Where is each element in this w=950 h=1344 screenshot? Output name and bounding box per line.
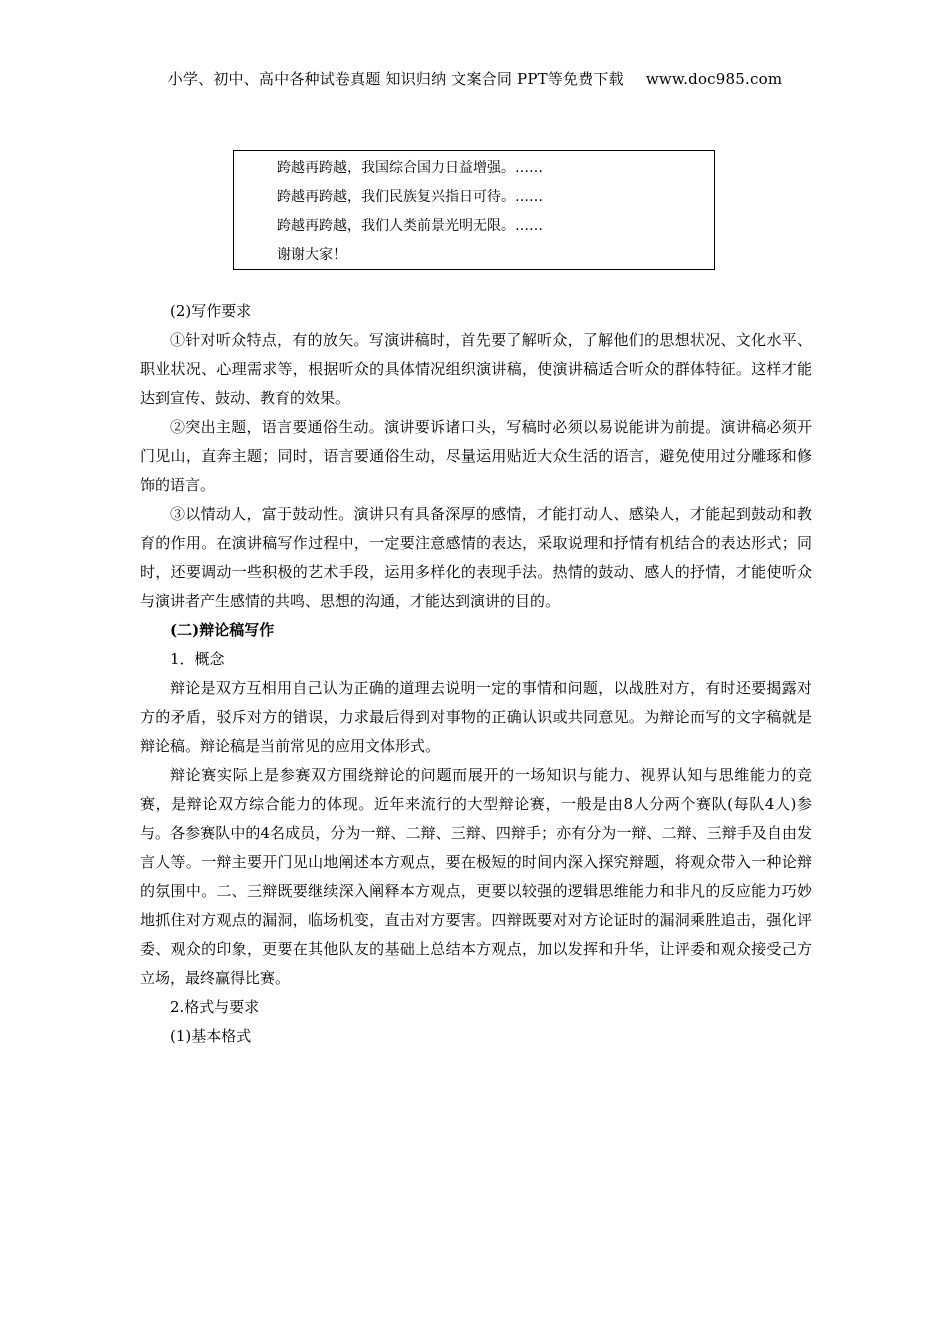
concept-paragraph-2: 辩论赛实际上是参赛双方围绕辩论的问题而展开的一场知识与能力、视界认知与思维能力的竞赛，是辩论双方综合能力的体现。近年来流行的大型辩论赛，一般是由8人分两个赛队(每队4人)参与。各参赛队中的4名成员，分为一辩、二辩、三辩、四辩手；亦有分为一辩、二辩、三辩手及自由发言人等。一辩主要开门见山地阐述本方观点，要在极短的时间内深入探究辩题，将观众带入一种论辩的氛围中。二、三辩既要继续深入阐释本方观点，更要以较强的逻辑思维能力和非凡的反应能力巧妙地抓住对方观点的漏洞，临场机变，直击对方要害。四辩既要对对方论证时的漏洞乘胜追击，强化评委、观众的印象，更要在其他队友的基础上总结本方观点，加以发挥和升华，让评委和观众接受己方立场，最终赢得比赛。 [140,766,812,987]
excerpt-line: 跨越再跨越，我们人类前景光明无限。…… [277,218,543,234]
header-text: 小学、初中、高中各种试卷真题 知识归纳 文案合同 PPT等免费下载 [167,70,624,88]
speech-excerpt-box [233,150,715,270]
requirement-paragraph-2: ②突出主题，语言要通俗生动。演讲要诉诸口头，写稿时必须以易说能讲为前提。演讲稿必须开门见山，直奔主题；同时，语言要通俗生动，尽量运用贴近大众生活的语言，避免使用过分雕琢和修饰的语言。 [140,418,812,494]
excerpt-closing: 谢谢大家！ [277,247,347,263]
page-header [0,68,950,89]
concept-heading: 1．概念 [170,650,225,668]
basic-format-heading: (1)基本格式 [170,1027,252,1045]
debate-section-heading: (二)辩论稿写作 [170,621,275,639]
excerpt-line: 跨越再跨越，我国综合国力日益增强。…… [277,160,543,176]
writing-requirements-heading: (2)写作要求 [170,302,252,320]
requirement-paragraph-3: ③以情动人，富于鼓动性。演讲只有具备深厚的感情，才能打动人、感染人，才能起到鼓动和教育的作用。在演讲稿写作过程中，一定要注意感情的表达，采取说理和抒情有机结合的表达形式；同时，还要调动一些积极的艺术手段，运用多样化的表现手法。热情的鼓动、感人的抒情，才能使听众与演讲者产生感情的共鸣、思想的沟通，才能达到演讲的目的。 [140,505,812,610]
format-heading: 2.格式与要求 [170,998,260,1016]
requirement-paragraph-1: ①针对听众特点，有的放矢。写演讲稿时，首先要了解听众，了解他们的思想状况、文化水平、职业状况、心理需求等，根据听众的具体情况组织演讲稿，使演讲稿适合听众的群体特征。这样才能达到宣传、鼓动、教育的效果。 [140,331,812,407]
excerpt-line: 跨越再跨越，我们民族复兴指日可待。…… [277,189,543,205]
document-body [140,297,812,1051]
header-site-link[interactable]: www.doc985.com [645,70,783,88]
concept-paragraph-1: 辩论是双方互相用自己认为正确的道理去说明一定的事情和问题，以战胜对方，有时还要揭露对方的矛盾，驳斥对方的错误，力求最后得到对事物的正确认识或共同意见。为辩论而写的文字稿就是辩论稿。辩论稿是当前常见的应用文体形式。 [140,679,812,755]
